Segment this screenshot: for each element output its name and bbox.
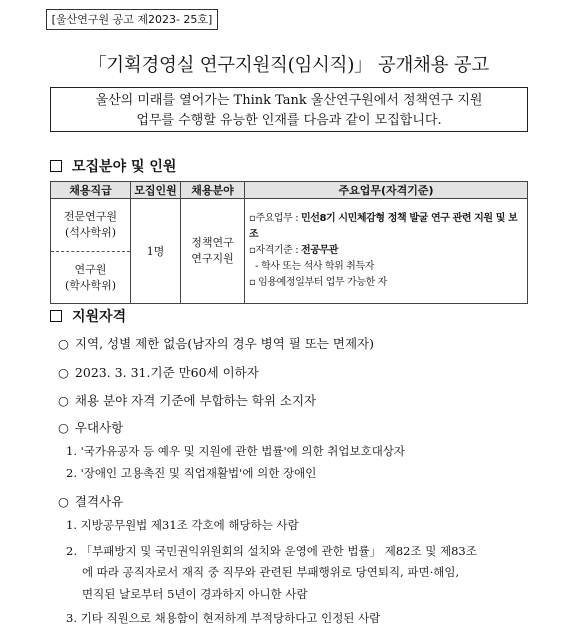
qual-sub: - 학사 또는 석사 학위 취득자 <box>255 261 374 272</box>
section-heading-eligibility <box>50 306 126 326</box>
rank-name: 연구원 <box>74 262 107 276</box>
disqual-item: 3. 기타 직원으로 채용함이 현저하게 부적당하다고 인정된 사람 <box>66 611 381 625</box>
circle-bullet-icon: ○ <box>58 494 69 509</box>
section-title: 지원자격 <box>72 309 127 325</box>
intro-box <box>50 87 528 132</box>
count-cell: 1명 <box>131 199 181 304</box>
rank-degree: (석사학위) <box>64 226 117 239</box>
notice-number: [울산연구원 공고 제2023- 25호] <box>46 9 218 30</box>
section-heading-recruit <box>50 156 176 176</box>
table-header: 채용분야 <box>181 182 245 199</box>
table-header-row <box>51 182 528 199</box>
table-header: 주요업무(자격기준) <box>245 182 528 199</box>
section-title: 모집분야 및 인원 <box>72 159 177 175</box>
intro-line: 업무를 수행할 유능한 인재를 다음과 같이 모집합니다. <box>136 113 442 128</box>
table-header: 모집인원 <box>131 182 181 199</box>
circle-bullet-icon: ○ <box>58 393 69 408</box>
duty-item: ▫주요업무 : 민선8기 시민체감형 정책 발굴 연구 관련 지원 및 보조 <box>249 213 518 240</box>
circle-bullet-icon: ○ <box>58 420 69 435</box>
duties-cell <box>245 199 528 304</box>
recruit-table <box>50 181 528 304</box>
preference-item: 2. '장애인 고용촉진 및 직업재활법'에 의한 장애인 <box>66 466 317 480</box>
field-cell: 정책연구 연구지원 <box>181 199 245 304</box>
qual-item: ▫자격기준 : 전공무관 <box>249 245 339 256</box>
disqual-item: 면직된 날로부터 5년이 경과하지 아니한 사람 <box>82 587 308 601</box>
disqual-item: 에 따라 공직자로서 재직 중 직무와 관련된 부패행위로 당연퇴직, 파면·해임, <box>82 565 460 579</box>
rank-degree: (학사학위) <box>64 278 117 292</box>
page-title: 「기획경영실 연구지원직(임시직)」 공개채용 공고 <box>88 55 489 76</box>
rank-name: 전문연구원 <box>63 210 118 223</box>
qual-extra: ▫ 임용예정일부터 업무 가능한 자 <box>249 277 387 288</box>
list-item: ○ 지역, 성별 제한 없음(남자의 경우 병역 필 또는 면제자) <box>58 336 375 351</box>
preference-item: 1. '국가유공자 등 예우 및 지원에 관한 법률'에 의한 취업보호대상자 <box>66 444 406 458</box>
list-item: ○ 채용 분야 자격 기준에 부합하는 학위 소지자 <box>58 393 317 408</box>
list-item: ○ 결격사유 <box>58 494 124 509</box>
table-header: 채용직급 <box>51 182 131 199</box>
square-bullet-icon <box>50 310 62 322</box>
circle-bullet-icon: ○ <box>58 365 69 380</box>
disqual-item: 2. 「부패방지 및 국민권익위원회의 설치와 운영에 관한 법률」 제82조 및 제83조 <box>66 544 477 558</box>
rank-cell <box>51 199 131 304</box>
list-item: ○ 우대사항 <box>58 420 124 435</box>
square-bullet-icon <box>50 160 62 172</box>
disqual-item: 1. 지방공무원법 제31조 각호에 해당하는 사람 <box>66 518 299 532</box>
intro-line: 울산의 미래를 열어가는 Think Tank 울산연구원에서 정책연구 지원 <box>95 93 483 108</box>
table-row <box>51 199 528 304</box>
circle-bullet-icon: ○ <box>58 336 69 351</box>
list-item: ○ 2023. 3. 31.기준 만60세 이하자 <box>58 365 259 380</box>
